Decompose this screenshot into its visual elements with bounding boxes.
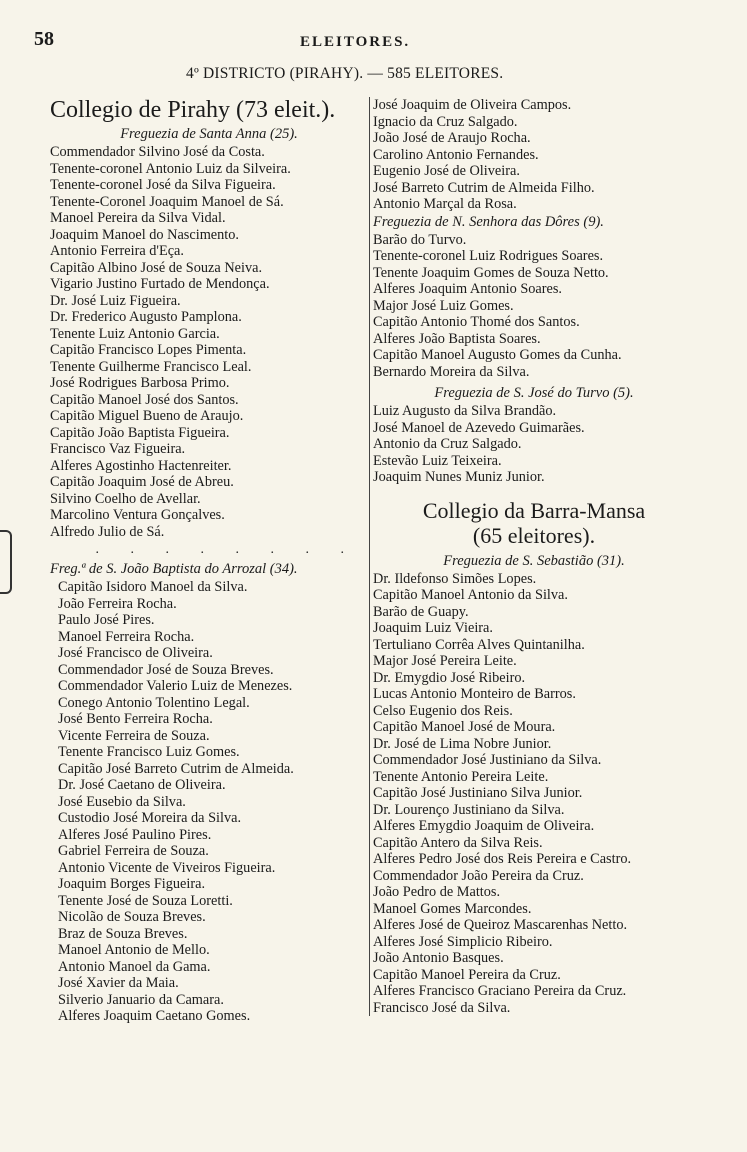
elector-entry: José Joaquim de Oliveira Campos. xyxy=(373,97,572,113)
elector-entry: Tenente Antonio Pereira Leite. xyxy=(373,768,549,785)
elector-entry: Francisco Vaz Figueira. xyxy=(50,441,186,457)
elector-entry: Tenente José de Souza Loretti. xyxy=(58,892,233,909)
elector-entry: Dr. José de Lima Nobre Junior. xyxy=(373,735,552,752)
elector-entry: Alferes José de Queiroz Mascarenhas Netto. xyxy=(373,917,628,933)
elector-entry: Manoel Ferreira Rocha. xyxy=(58,628,195,645)
elector-entry: Paulo José Pires. xyxy=(58,612,155,628)
elector-entry: Marcolino Ventura Gonçalves. xyxy=(50,507,225,523)
elector-entry: Joaquim Luiz Vieira. xyxy=(373,620,493,636)
elector-entry: Tenente-coronel Luiz Rodrigues Soares. xyxy=(373,248,604,264)
elector-entry: Antonio da Cruz Salgado. xyxy=(373,436,522,452)
elector-entry: Manoel Pereira da Silva Vidal. xyxy=(50,210,226,226)
elector-entry: Major José Pereira Leite. xyxy=(373,653,517,669)
elector-entry: Joaquim Borges Figueira. xyxy=(58,876,206,892)
parish-heading-santa-anna: Freguezia de Santa Anna (25). xyxy=(120,126,298,142)
elector-entry: Capitão Manoel José de Moura. xyxy=(373,719,556,735)
parish-heading-dores: Freguezia de N. Senhora das Dôres (9). xyxy=(373,213,604,230)
college-title-pirahy: Collegio de Pirahy (73 eleit.). xyxy=(50,97,336,123)
elector-entry: Estevão Luiz Teixeira. xyxy=(373,452,502,469)
college-title-barra-mansa: Collegio da Barra-Mansa xyxy=(422,497,646,523)
elector-entry: Alferes Joaquim Antonio Soares. xyxy=(373,281,563,297)
elector-entry: Capitão Manoel Augusto Gomes da Cunha. xyxy=(373,347,622,363)
elector-entry: Capitão José Justiniano Silva Junior. xyxy=(373,785,583,801)
elector-entry: José Rodrigues Barbosa Primo. xyxy=(50,375,230,391)
elector-entry: Tenente Joaquim Gomes de Souza Netto. xyxy=(373,264,609,281)
elector-entry: Joaquim Nunes Muniz Junior. xyxy=(373,469,545,485)
elector-entry: João Ferreira Rocha. xyxy=(58,595,177,612)
elector-entry: Silverio Januario da Camara. xyxy=(58,991,224,1008)
elector-entry: Dr. Ildefonso Simões Lopes. xyxy=(373,570,537,587)
elector-entry: Capitão Manoel José dos Santos. xyxy=(50,391,239,408)
elector-entry: Alferes José Simplicio Ribeiro. xyxy=(373,933,553,950)
elector-entry: Eugenio José de Oliveira. xyxy=(373,163,520,179)
elector-entry: Antonio Manoel da Gama. xyxy=(58,958,211,975)
elector-entry: Custodio José Moreira da Silva. xyxy=(58,810,242,826)
elector-entry: José Manoel de Azevedo Guimarães. xyxy=(373,419,585,436)
elector-entry: Alferes Emygdio Joaquim de Oliveira. xyxy=(373,818,595,834)
elector-entry: Capitão Joaquim José de Abreu. xyxy=(50,474,234,490)
elector-entry: Alfredo Julio de Sá. xyxy=(50,523,165,540)
elector-entry: Antonio Vicente de Viveiros Figueira. xyxy=(58,859,276,876)
left-column xyxy=(50,95,368,1025)
elector-entry: Alferes Agostinho Hactenreiter. xyxy=(50,457,232,474)
elector-entry: Tenente Francisco Luiz Gomes. xyxy=(58,744,240,760)
elector-entry: Vicente Ferreira de Souza. xyxy=(58,727,210,744)
elector-entry: Capitão Antero da Silva Reis. xyxy=(373,834,543,851)
elector-entry: Tenente Luiz Antonio Garcia. xyxy=(50,325,220,342)
elector-entry: José Barreto Cutrim de Almeida Filho. xyxy=(373,179,595,196)
elector-entry: Alferes Joaquim Caetano Gomes. xyxy=(58,1008,251,1024)
page-number: 58 xyxy=(34,28,54,50)
elector-entry: Manoel Gomes Marcondes. xyxy=(373,900,532,917)
elector-entry: Barão de Guapy. xyxy=(373,603,469,620)
elector-entry: Tenente Guilherme Francisco Leal. xyxy=(50,358,252,375)
right-column xyxy=(369,97,695,1016)
elector-entry: Commendador José Justiniano da Silva. xyxy=(373,752,602,768)
elector-entry: Conego Antonio Tolentino Legal. xyxy=(58,694,250,711)
running-title: ELEITORES. xyxy=(300,34,411,50)
elector-entry: Capitão Manoel Pereira da Cruz. xyxy=(373,966,561,983)
elector-entry: Capitão Manoel Antonio da Silva. xyxy=(373,587,568,603)
elector-entry: José Bento Ferreira Rocha. xyxy=(58,711,213,727)
elector-entry: Carolino Antonio Fernandes. xyxy=(373,146,539,163)
elector-entry: João Pedro de Mattos. xyxy=(373,884,501,900)
elector-entry: Tenente-Coronel Joaquim Manoel de Sá. xyxy=(50,193,284,210)
elector-entry: Dr. José Caetano de Oliveira. xyxy=(58,777,226,793)
elector-entry: Luiz Augusto da Silva Brandão. xyxy=(373,403,557,419)
elector-entry: João José de Araujo Rocha. xyxy=(373,130,531,146)
elector-list-arrozal xyxy=(50,579,368,1025)
elector-entry: Dr. Frederico Augusto Pamplona. xyxy=(50,309,242,325)
parish-heading-turvo: Freguezia de S. José do Turvo (5). xyxy=(434,385,634,401)
elector-entry: Braz de Souza Breves. xyxy=(58,925,188,942)
elector-entry: Commendador João Pereira da Cruz. xyxy=(373,867,584,884)
elector-entry: Alferes José Paulino Pires. xyxy=(58,826,212,843)
elector-entry: Dr. Emygdio José Ribeiro. xyxy=(373,669,526,686)
elector-entry: Capitão Albino José de Souza Neiva. xyxy=(50,259,263,276)
parish-heading-arrozal: Freg.ª de S. João Baptista do Arrozal (34). xyxy=(50,561,298,577)
elector-entry: Capitão Francisco Lopes Pimenta. xyxy=(50,342,247,358)
elector-entry: Tenente-coronel José da Silva Figueira. xyxy=(50,177,276,193)
elector-entry: Celso Eugenio dos Reis. xyxy=(373,702,513,719)
elector-entry: Gabriel Ferreira de Souza. xyxy=(58,843,209,859)
elector-entry: Alferes Pedro José dos Reis Pereira e Castro. xyxy=(373,851,632,867)
elector-entry: Dr. Lourenço Justiniano da Silva. xyxy=(373,801,565,818)
elector-list-turvo xyxy=(373,403,695,486)
elector-entry: Nicolão de Souza Breves. xyxy=(58,909,206,925)
elector-entry: Commendador Valerio Luiz de Menezes. xyxy=(58,678,293,694)
elector-entry: Capitão João Baptista Figueira. xyxy=(50,424,230,441)
elector-entry: Vigario Justino Furtado de Mendonça. xyxy=(50,276,270,292)
elector-entry: Commendador José de Souza Breves. xyxy=(58,661,274,678)
elector-entry: Alferes João Baptista Soares. xyxy=(373,330,541,347)
elector-entry: José Xavier da Maia. xyxy=(58,975,179,991)
elector-list-continued xyxy=(373,97,695,213)
elector-entry: Commendador Silvino José da Costa. xyxy=(50,144,265,160)
elector-entry: José Eusebio da Silva. xyxy=(58,793,186,810)
elector-entry: Capitão Antonio Thomé dos Santos. xyxy=(373,314,580,330)
elector-entry: Major José Luiz Gomes. xyxy=(373,297,514,314)
elector-entry: Joaquim Manoel do Nascimento. xyxy=(50,226,240,243)
elector-entry: Tenente-coronel Antonio Luiz da Silveira. xyxy=(50,160,291,177)
elector-entry: Tertuliano Corrêa Alves Quintanilha. xyxy=(373,636,585,653)
elector-entry: Dr. José Luiz Figueira. xyxy=(50,292,181,309)
elector-list-dores xyxy=(373,232,695,381)
elector-entry: Capitão Isidoro Manoel da Silva. xyxy=(58,579,248,595)
elector-entry: Antonio Ferreira d'Eça. xyxy=(50,243,184,259)
elector-entry: Antonio Marçal da Rosa. xyxy=(373,196,517,212)
elector-entry: Silvino Coelho de Avellar. xyxy=(50,490,201,507)
elector-entry: Capitão Miguel Bueno de Araujo. xyxy=(50,408,244,424)
elector-entry: Alferes Francisco Graciano Pereira da Cruz. xyxy=(373,983,627,999)
elector-entry: Barão do Turvo. xyxy=(373,231,467,248)
elector-list-sebastiao xyxy=(373,571,695,1017)
elector-entry: Ignacio da Cruz Salgado. xyxy=(373,113,518,130)
elector-entry: José Francisco de Oliveira. xyxy=(58,645,213,661)
college-count-barra-mansa: (65 eleitores). xyxy=(472,522,596,548)
elector-entry: Capitão José Barreto Cutrim de Almeida. xyxy=(58,760,294,777)
elector-entry: Lucas Antonio Monteiro de Barros. xyxy=(373,686,576,702)
district-heading: 4º DISTRICTO (PIRAHY). — 585 ELEITORES. xyxy=(186,65,504,82)
elector-entry: Manoel Antonio de Mello. xyxy=(58,942,210,958)
elector-entry: Francisco José da Silva. xyxy=(373,999,511,1016)
elector-entry: Bernardo Moreira da Silva. xyxy=(373,363,530,380)
parish-heading-sebastiao: Freguezia de S. Sebastião (31). xyxy=(443,552,625,569)
elector-list-santa-anna xyxy=(50,144,368,540)
binding-bracket-mark xyxy=(0,530,12,594)
dot-leader: . . . . . . . . xyxy=(95,542,358,557)
elector-entry: João Antonio Basques. xyxy=(373,950,504,966)
